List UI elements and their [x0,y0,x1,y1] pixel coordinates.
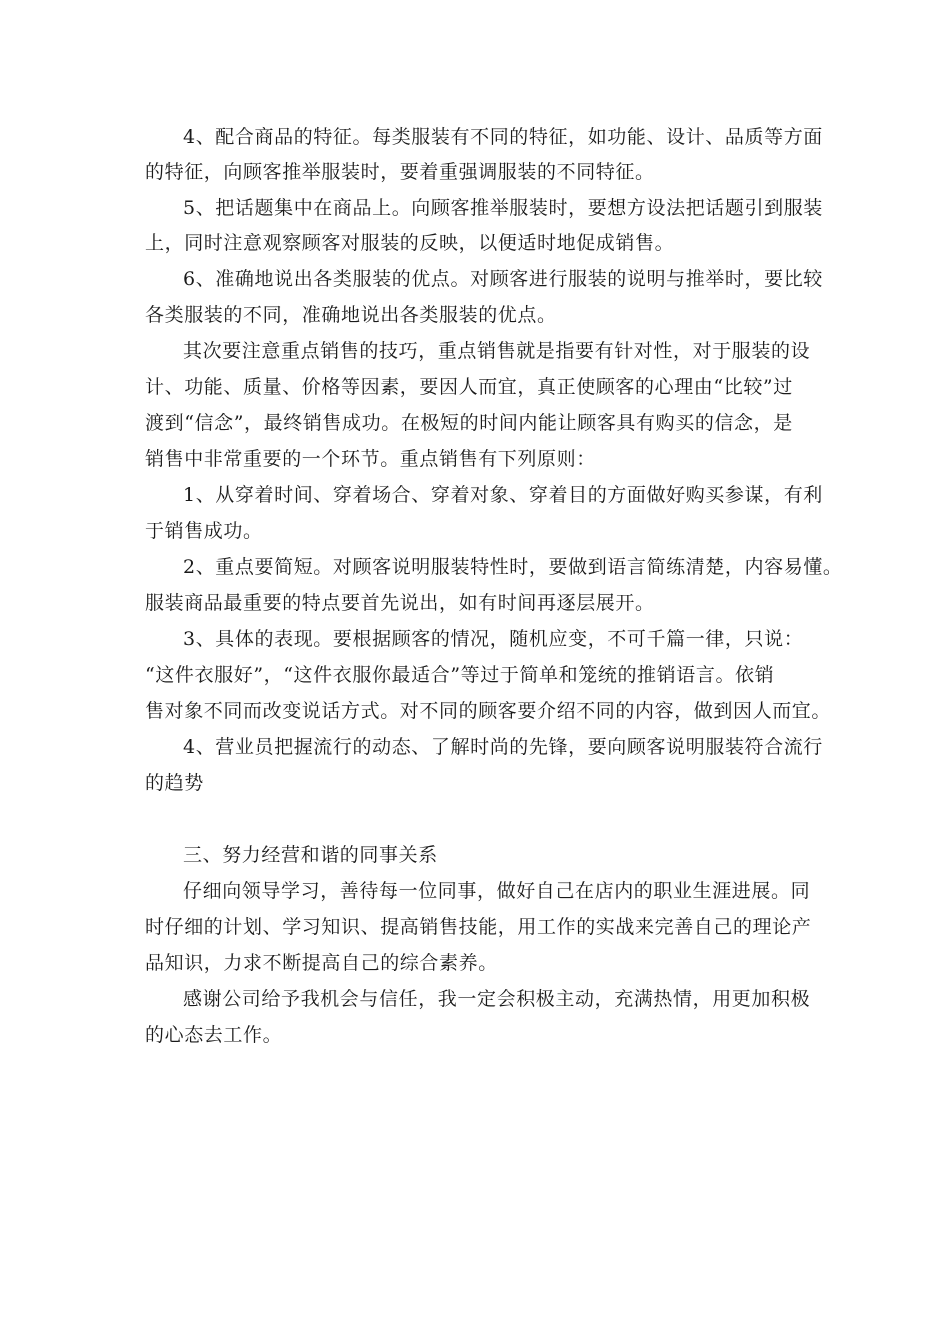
text-line: 售对象不同而改变说话方式。对不同的顾客要介绍不同的内容，做到因人而宜。 [145,700,832,722]
text-line: 品知识，力求不断提高自己的综合素养。 [145,952,498,974]
text-line: 上，同时注意观察顾客对服装的反映，以便适时地促成销售。 [145,232,675,254]
text-line: 3、具体的表现。要根据顾客的情况，随机应变，不可千篇一律，只说： [183,628,804,650]
text-line: 销售中非常重要的一个环节。重点销售有下列原则： [145,448,596,470]
text-line: 服装商品最重要的特点要首先说出，如有时间再逐层展开。 [145,592,655,614]
text-line: 5、把话题集中在商品上。向顾客推举服装时，要想方设法把话题引到服装 [183,197,823,219]
text-line: 感谢公司给予我机会与信任，我一定会积极主动，充满热情，用更加积极 [183,988,811,1010]
text-line: 时仔细的计划、学习知识、提高销售技能，用工作的实战来完善自己的理论产 [145,916,812,938]
text-line: 渡到“信念”，最终销售成功。在极短的时间内能让顾客具有购买的信念，是 [145,412,793,434]
text-line: 仔细向领导学习，善待每一位同事，做好自己在店内的职业生涯进展。同 [183,880,811,902]
text-line: 计、功能、质量、价格等因素，要因人而宜，真正使顾客的心理由“比较”过 [145,376,793,398]
text-line: 的趋势 [145,772,204,794]
text-line: 2、重点要简短。对顾客说明服装特性时，要做到语言简练清楚，内容易懂。 [183,556,843,578]
text-line: 各类服装的不同，准确地说出各类服装的优点。 [145,304,557,326]
text-line: 4、营业员把握流行的动态、了解时尚的先锋，要向顾客说明服装符合流行 [183,736,823,758]
text-line: 的心态去工作。 [145,1024,283,1046]
text-line: 1、从穿着时间、穿着场合、穿着对象、穿着目的方面做好购买参谋，有利 [183,484,823,506]
text-line: 6、准确地说出各类服装的优点。对顾客进行服装的说明与推举时，要比较 [183,268,823,290]
text-line: 4、配合商品的特征。每类服装有不同的特征，如功能、设计、品质等方面 [183,126,823,148]
text-line: “这件衣服好”，“这件衣服你最适合”等过于简单和笼统的推销语言。依销 [145,664,775,686]
section-heading: 三、努力经营和谐的同事关系 [183,844,438,866]
text-line: 的特征，向顾客推举服装时，要着重强调服装的不同特征。 [145,161,655,183]
text-line: 其次要注意重点销售的技巧，重点销售就是指要有针对性，对于服装的设 [183,340,811,362]
text-line: 于销售成功。 [145,520,263,542]
